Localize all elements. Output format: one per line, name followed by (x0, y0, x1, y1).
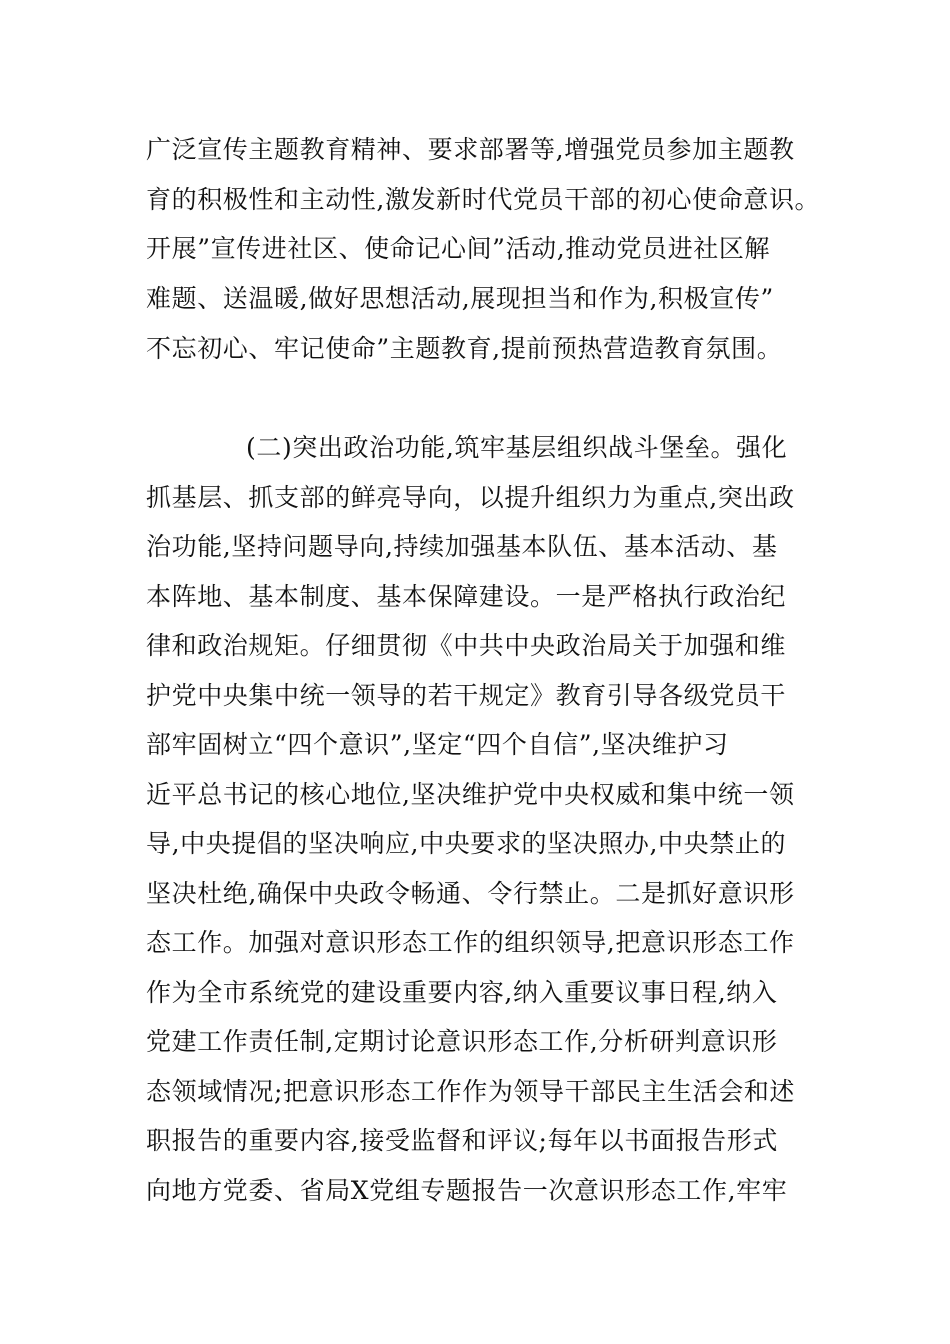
text-line: 职报告的重要内容,接受监督和评议;每年以书面报告形式 (146, 1126, 778, 1155)
text-line: 广泛宣传主题教育精神、要求部署等,增强党员参加主题教 (146, 135, 795, 164)
text-line: 治功能,坚持问题导向,持续加强基本队伍、基本活动、基 (146, 532, 778, 561)
text-line: 导,中央提倡的坚决响应,中央要求的坚决照办,中央禁止的 (146, 829, 787, 858)
text-line: 向地方党委、省局X党组专题报告一次意识形态工作,牢牢 (146, 1176, 788, 1205)
text-line: 不忘初心、牢记使命”主题教育,提前预热营造教育氛围。 (146, 334, 783, 363)
text-line: 抓基层、抓支部的鲜亮导向，以提升组织力为重点,突出政 (146, 483, 795, 512)
text-line: 态工作。加强对意识形态工作的组织领导,把意识形态工作 (146, 928, 795, 957)
text-line: 育的积极性和主动性,激发新时代党员干部的初心使命意识。 (146, 185, 821, 214)
text-line: 开展”宣传进社区、使命记心间”活动,推动党员进社区解 (146, 234, 771, 263)
section-heading-line: (二)突出政治功能,筑牢基层组织战斗堡垒。强化 (246, 433, 788, 462)
text-line: 态领域情况;把意识形态工作作为领导干部民主生活会和述 (146, 1077, 796, 1106)
text-line: 近平总书记的核心地位,坚决维护党中央权威和集中统一领 (146, 780, 795, 809)
text-line: 护党中央集中统一领导的若干规定》教育引导各级党员干 (146, 681, 787, 710)
text-line: 难题、送温暖,做好思想活动,展现担当和作为,积极宣传” (146, 284, 774, 313)
text-line: 本阵地、基本制度、基本保障建设。一是严格执行政治纪 (146, 582, 787, 611)
text-line: 律和政治规矩。仔细贯彻《中共中央政治局关于加强和维 (146, 631, 787, 660)
text-line: 坚决杜绝,确保中央政令畅通、令行禁止。二是抓好意识形 (146, 879, 795, 908)
text-line: 作为全市系统党的建设重要内容,纳入重要议事日程,纳入 (146, 978, 778, 1007)
text-line: 党建工作责任制,定期讨论意识形态工作,分析研判意识形 (146, 1027, 778, 1056)
text-line: 部牢固树立“四个意识”,坚定“四个自信”,坚决维护习 (146, 730, 729, 759)
